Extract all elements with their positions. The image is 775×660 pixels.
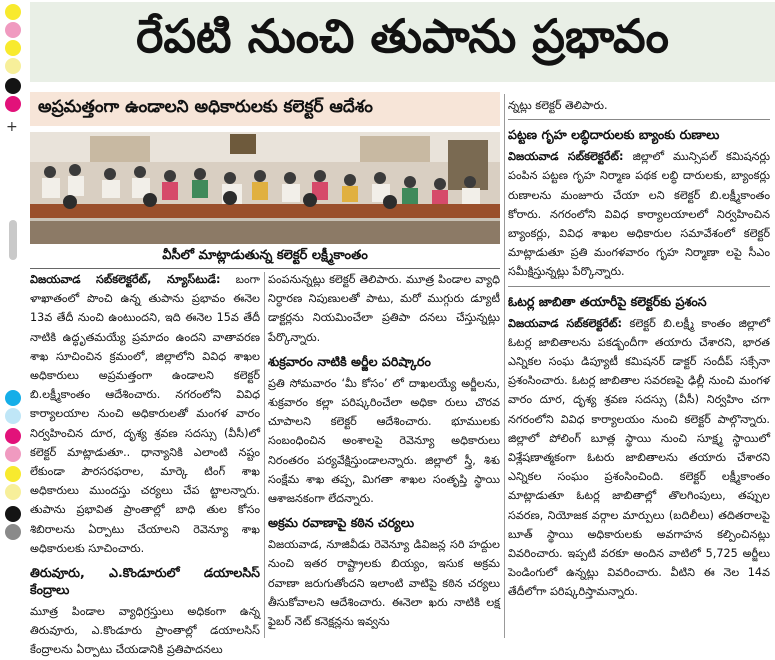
subheading: తిరువూరు, ఎ.కొండూరులో డయాలసిస్ కేంద్రాలు <box>30 565 260 598</box>
paragraph <box>508 147 770 281</box>
color-swatch-yellow-2[interactable] <box>5 40 21 56</box>
color-swatch-black[interactable] <box>5 78 21 94</box>
color-swatch-yellow[interactable] <box>5 4 21 20</box>
color-swatch-cyan[interactable] <box>5 390 21 406</box>
meeting-photo <box>30 132 500 244</box>
body-text: జిల్లాలో మున్సిపల్ కమిషనర్లు పంపిన పట్టణ గృహ నిర్మాణ పథక లబ్ధి దారులకు, బ్యాంకర్లు రుణాలను మంజూరు చేయా లని కలెక్టర్ బి.లక్ష్మీకాంతం కోరారు. నగరంలోని వివిధ కార్యాలయాలలో నిర్వహించిన బ్యాంకర్లు, వివిధ శాఖల అధికారుల సమావేశంలో కలెక్టర్ మాట్లాడుతూ ప్రతి మంగళవారం గృహ నిర్మాణా లపై సీఎం సమీక్షిస్తున్నట్లు పేర్కొన్నారు. <box>508 150 770 279</box>
color-swatch-magenta-2[interactable] <box>5 428 21 444</box>
paragraph <box>508 314 770 602</box>
color-swatch-lightblue[interactable] <box>5 408 21 424</box>
color-swatch-gray[interactable] <box>5 524 21 540</box>
paragraph: ప్రతి సోమవారం ‘మీ కోసం’ లో దాఖలయ్యే అర్జీలను, శుక్రవారం కల్లా పరిష్కరించేలా అధికా రులు చొరవ చూపాలని కలెక్టర్ ఆదేశించారు. భూములకు సంబంధించిన అంశాలపై రెవెన్యూ అధికారులు నిరంతరం పర్యవేక్షిస్తుండాలన్నారు. జిల్లాలో స్త్రీ, శిశు సంక్షేమ శాఖ తప్ప, మిగతా శాఖల సంతృప్తి స్థాయి ఆశాజనకంగా లేదన్నారు. <box>268 376 500 506</box>
divider <box>508 286 770 287</box>
article-column-3 <box>508 96 770 640</box>
subheading: శుక్రవారం నాటికి అర్జీల పరిష్కారం <box>268 353 431 369</box>
color-swatch-lightyellow[interactable] <box>5 58 21 74</box>
subheading: పట్టణ గృహ లబ్ధిదారులకు బ్యాంకు రుణాలు <box>508 127 720 143</box>
dateline: విజయవాడ సబ్‌కలెక్టరేట్: <box>508 150 624 164</box>
dateline: విజయవాడ సబ్‌కలెక్టరేట్: <box>508 316 622 330</box>
paragraph <box>30 270 260 558</box>
color-swatch-lightyellow-2[interactable] <box>5 484 21 500</box>
body-text: బంగా ళాఖాతంలో పొంచి ఉన్న తుపాను ప్రభావం ఈనెల 13వ తేదీ నుంచి ఉంటుందని, ఇది ఈనెల 15వ తేదీ నాటికి ఉద్ధృతమయ్యే ప్రమాదం ఉందని వాతావరణ శాఖ సూచించిన క్రమంలో, జిల్లాలోని వివిధ శాఖల అధికారులు అప్రమత్తంగా ఉండాలని కలెక్టర్ బి.లక్ష్మీకాంతం ఆదేశించారు. నగరంలోని వివిధ కార్యాలయాల నుంచి అధికారులతో మంగళ వారం నిర్వహించిన దూర, దృశ్య శ్రవణ సదస్సు (వీసీ)లో కలెక్టర్ మాట్లాడుతూ.. ధాన్యానికి ఎలాంటి నష్టం లేకుండా పౌరసరఫరాల, మార్కె టింగ్ శాఖ అధికారులు ముందస్తు చర్యలు చేప ట్టాలన్నారు. తుపాను ప్రభావిత ప్రాంతాల్లో బాధి తుల కోసం శిబిరాలను ఏర్పాటు చేయాలని రెవెన్యూ శాఖ అధికారులకు సూచించారు. <box>30 273 260 555</box>
column-divider-right <box>504 94 505 638</box>
article-column-1 <box>30 270 260 657</box>
column-divider-left <box>264 272 265 638</box>
scrollbar-thumb[interactable] <box>9 220 17 260</box>
plus-icon[interactable]: + <box>6 119 18 135</box>
paragraph: మూత్ర పిండాల వ్యాధిగ్రస్తులు అధికంగా ఉన్న తిరువూరు, ఎ.కొండూరు ప్రాంతాల్లో డయాలసిస్ కేంద్రాలను ఏర్పాటు చేయడానికి ప్రతిపాదనలు <box>30 605 260 657</box>
article-column-2 <box>268 270 500 640</box>
subheading: అక్రమ రవాణాపై కఠిన చర్యలు <box>268 515 415 531</box>
paragraph: న్నట్లు కలెక్టర్ తెలిపారు. <box>508 99 608 112</box>
paragraph: విజయవాడ, నూజివీడు రెవెన్యూ డివిజన్ల సరి హద్దుల నుంచి ఇతర రాష్ట్రాలకు బియ్యం, ఇసుక అక్రమ రవాణా జరుగుతోందని ఇలాంటి వాటిపై కఠిన చర్యలు తీసుకోవాలని ఆదేశించారు. ఈనెలా ఖరు నాటికి లక్ష ఫైబర్ నెట్ కనెక్షన్లను ఇవ్వను <box>268 538 500 629</box>
color-swatch-pink[interactable] <box>5 22 21 38</box>
paragraph: పంపనున్నట్లు కలెక్టర్ తెలిపారు. మూత్ర పిండాల వ్యాధి నిర్ధారణ నిపుణులతో పాటు, మరో ముగ్గురు డ్యూటీ డాక్టర్లను నియమించేలా ప్రతిపా దనలు చేస్తున్నట్లు పేర్కొన్నారు. <box>268 273 500 344</box>
subheading: ఓటర్ల జాబితా తయారీపై కలెక్టర్‌కు ప్రశంస <box>508 293 707 309</box>
dateline: విజయవాడ సబ్‌కలెక్టరేట్, న్యూస్‌టుడే: <box>30 273 221 286</box>
subheadline: అప్రమత్తంగా ఉండాలని అధికారులకు కలెక్టర్ ఆదేశం <box>30 92 500 126</box>
body-text: కలెక్టర్ బి.లక్ష్మీ కాంతం జిల్లాలో ఓటర్ల జాబితాలను పకడ్బందీగా తయారు చేశారని, భారత ఎన్నికల సంఘ డిప్యూటీ కమిషనర్ డాక్టర్ సందీప్ సక్సేనా ప్రశంసించారు. ఓటర్ల జాబితాల సవరణపై ఢిల్లీ నుంచి మంగళ వారం దూర, దృశ్య శ్రవణ సదస్సు (వీసీ) నిర్వహిం చగా నగరంలోని వివిధ కార్యాలయం నుంచి కలెక్టర్ పాల్గొన్నారు. జిల్లాలో పోలింగ్ బూత్ల స్థాయి నుంచి సూక్ష్మ స్థాయిలో విశ్లేషణాత్మకంగా ఓటరు జాబితాలను తయారు చేశారని ఎన్నికల సంఘం ప్రశంసించింది. కలెక్టర్ లక్ష్మీకాంతం మాట్లాడుతూ ఓటర్ల జాబితాల్లో తొలగింపులు, తప్పుల సవరణ, నియోజక వర్గాల మార్పులు (బదిలీలు) తదితరాలపై బూత్ స్థాయి అధికారులకు అవగాహన కల్పించినట్లు వివరించారు. ఇప్పటి వరకూ అందిన వాటిలో 5,725 అర్జీలు పెండింగులో ఉన్నట్లు వివరించారు. వీటిని ఈ నెల 14వ తేదీలోగా పరిష్కరిస్తామన్నారు. <box>508 316 770 599</box>
tool-strip <box>0 0 26 640</box>
color-swatch-magenta[interactable] <box>5 96 21 112</box>
color-swatch-black-2[interactable] <box>5 506 21 522</box>
color-swatch-pink-2[interactable] <box>5 446 21 462</box>
photo-caption: వీసీలో మాట్లాడుతున్న కలెక్టర్ లక్ష్మీకాంతం <box>30 246 500 269</box>
divider <box>508 119 770 120</box>
color-swatch-yellow-3[interactable] <box>5 466 21 482</box>
headline: రేపటి నుంచి తుపాను ప్రభావం <box>30 2 775 82</box>
